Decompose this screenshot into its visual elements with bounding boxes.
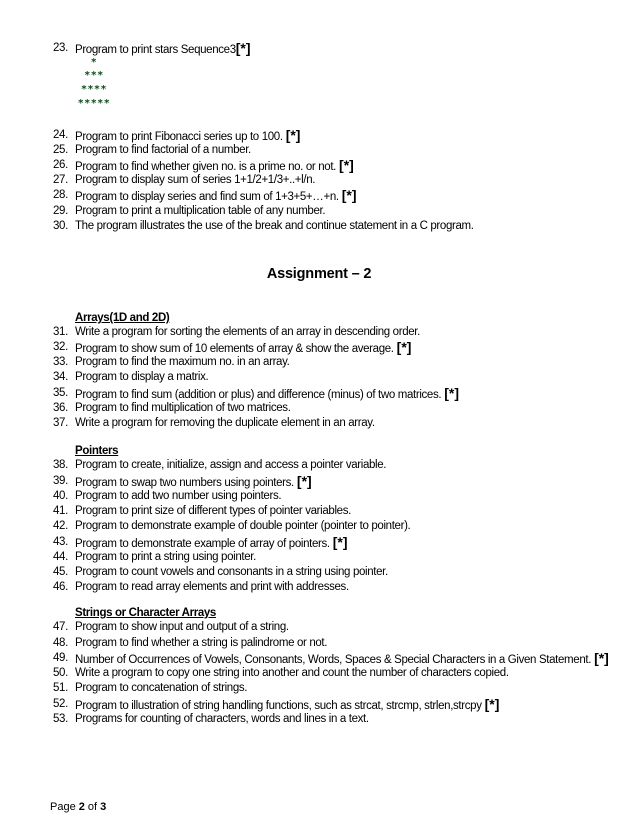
item-number: 33. bbox=[53, 356, 68, 368]
item-text: Program to print a multiplication table of any number. bbox=[75, 205, 326, 217]
page-footer: Page 2 of 3 bbox=[50, 801, 107, 813]
item-number: 29. bbox=[53, 205, 68, 217]
star-marker: [*] bbox=[332, 534, 348, 550]
item-number: 53. bbox=[53, 713, 68, 725]
item-number: 40. bbox=[53, 490, 68, 502]
item-number: 51. bbox=[53, 682, 68, 694]
item-text: Program to print size of different types of pointer variables. bbox=[75, 505, 351, 517]
item-text: Program to concatenation of strings. bbox=[75, 682, 248, 694]
item-number: 52. bbox=[53, 698, 68, 710]
star-marker: [*] bbox=[484, 696, 500, 712]
item-number: 49. bbox=[53, 652, 68, 664]
item-number: 44. bbox=[53, 551, 68, 563]
item-text: Program to add two number using pointers. bbox=[75, 490, 282, 502]
star-marker: [*] bbox=[594, 650, 609, 666]
item-text: Program to find multiplication of two matrices. bbox=[75, 402, 291, 414]
item-number: 38. bbox=[53, 459, 68, 471]
item-number: 36. bbox=[53, 402, 68, 414]
item-number: 43. bbox=[53, 536, 68, 548]
item-number: 47. bbox=[53, 621, 68, 633]
item-number: 30. bbox=[53, 220, 68, 232]
item-number: 39. bbox=[53, 475, 68, 487]
item-text: Program to display a matrix. bbox=[75, 371, 209, 383]
item-number: 25. bbox=[53, 144, 68, 156]
item-number: 37. bbox=[53, 417, 68, 429]
pyramid-row-1: * bbox=[90, 57, 98, 68]
star-marker: [*] bbox=[341, 187, 357, 203]
item-text: Program to swap two numbers using pointers. [*] bbox=[75, 473, 312, 489]
item-text: The program illustrates the use of the break and continue statement in a C program. bbox=[75, 220, 474, 232]
pyramid-row-2: *** bbox=[84, 70, 104, 81]
item-number: 50. bbox=[53, 667, 68, 679]
star-marker: [*] bbox=[285, 127, 301, 143]
item-text: Program to demonstrate example of double pointer (pointer to pointer). bbox=[75, 520, 411, 532]
star-marker: [*] bbox=[339, 157, 354, 173]
item-number: 28. bbox=[53, 189, 68, 201]
item-text: Program to find the maximum no. in an array. bbox=[75, 356, 290, 368]
item-text: Program to find sum (addition or plus) and difference (minus) of two matrices. [*] bbox=[75, 385, 459, 401]
star-marker: [*] bbox=[444, 385, 459, 401]
star-marker: [*] bbox=[296, 473, 312, 489]
item-text: Program to display sum of series 1+1/2+1/3+..+l/n. bbox=[75, 174, 316, 186]
item-text: Programs for counting of characters, words and lines in a text. bbox=[75, 713, 369, 725]
item-text: Write a program to copy one string into another and count the number of characters copied. bbox=[75, 667, 509, 679]
item-number: 41. bbox=[53, 505, 68, 517]
item-text: Program to create, initialize, assign and access a pointer variable. bbox=[75, 459, 387, 471]
item-text: Program to print Fibonacci series up to 100. [*] bbox=[75, 127, 301, 143]
item-text: Program to demonstrate example of array of pointers. [*] bbox=[75, 534, 348, 550]
star-marker: [*] bbox=[235, 40, 251, 56]
section-title-pointers: Pointers bbox=[75, 445, 119, 457]
assignment-heading: Assignment – 2 bbox=[266, 266, 372, 282]
item-number: 46. bbox=[53, 581, 68, 593]
item-text: Program to display series and find sum of 1+3+5+…+n. [*] bbox=[75, 187, 357, 203]
item-number: 34. bbox=[53, 371, 68, 383]
item-number: 31. bbox=[53, 326, 68, 338]
item-text: Program to illustration of string handling functions, such as strcat, strcmp, strlen,strcpy [*] bbox=[75, 696, 500, 712]
star-marker: [*] bbox=[396, 339, 412, 355]
item-text: Program to find factorial of a number. bbox=[75, 144, 251, 156]
item-number: 32. bbox=[53, 341, 68, 353]
section-title-arrays: Arrays(1D and 2D) bbox=[75, 312, 170, 324]
item-text: Write a program for sorting the elements of an array in descending order. bbox=[75, 326, 420, 338]
item-number: 48. bbox=[53, 637, 68, 649]
pyramid-row-4: ***** bbox=[77, 98, 111, 109]
item-number: 45. bbox=[53, 566, 68, 578]
item-number: 26. bbox=[53, 159, 68, 171]
item-text: Program to find whether given no. is a prime no. or not. [*] bbox=[75, 157, 354, 173]
item-text: Program to count vowels and consonants in a string using pointer. bbox=[75, 566, 388, 578]
item-text: Program to show sum of 10 elements of array & show the average. [*] bbox=[75, 339, 412, 355]
section-title-strings: Strings or Character Arrays bbox=[75, 607, 216, 619]
item-text: Number of Occurrences of Vowels, Consonants, Words, Spaces & Special Characters in a Given Statement. [*] bbox=[75, 650, 609, 666]
pyramid-row-3: **** bbox=[80, 84, 108, 95]
page-number: 2 bbox=[78, 801, 85, 813]
item-text: Write a program for removing the duplicate element in an array. bbox=[75, 417, 375, 429]
page-total: 3 bbox=[100, 801, 107, 813]
item-number: 24. bbox=[53, 129, 68, 141]
item-text: Program to read array elements and print with addresses. bbox=[75, 581, 349, 593]
item-number: 27. bbox=[53, 174, 68, 186]
item-number: 23. bbox=[53, 42, 68, 54]
item-text: Program to print a string using pointer. bbox=[75, 551, 256, 563]
item-number: 42. bbox=[53, 520, 68, 532]
item-text: Program to show input and output of a string. bbox=[75, 621, 289, 633]
item-number: 35. bbox=[53, 387, 68, 399]
item-text: Program to find whether a string is palindrome or not. bbox=[75, 637, 328, 649]
item-text: Program to print stars Sequence3[*] bbox=[75, 40, 251, 56]
